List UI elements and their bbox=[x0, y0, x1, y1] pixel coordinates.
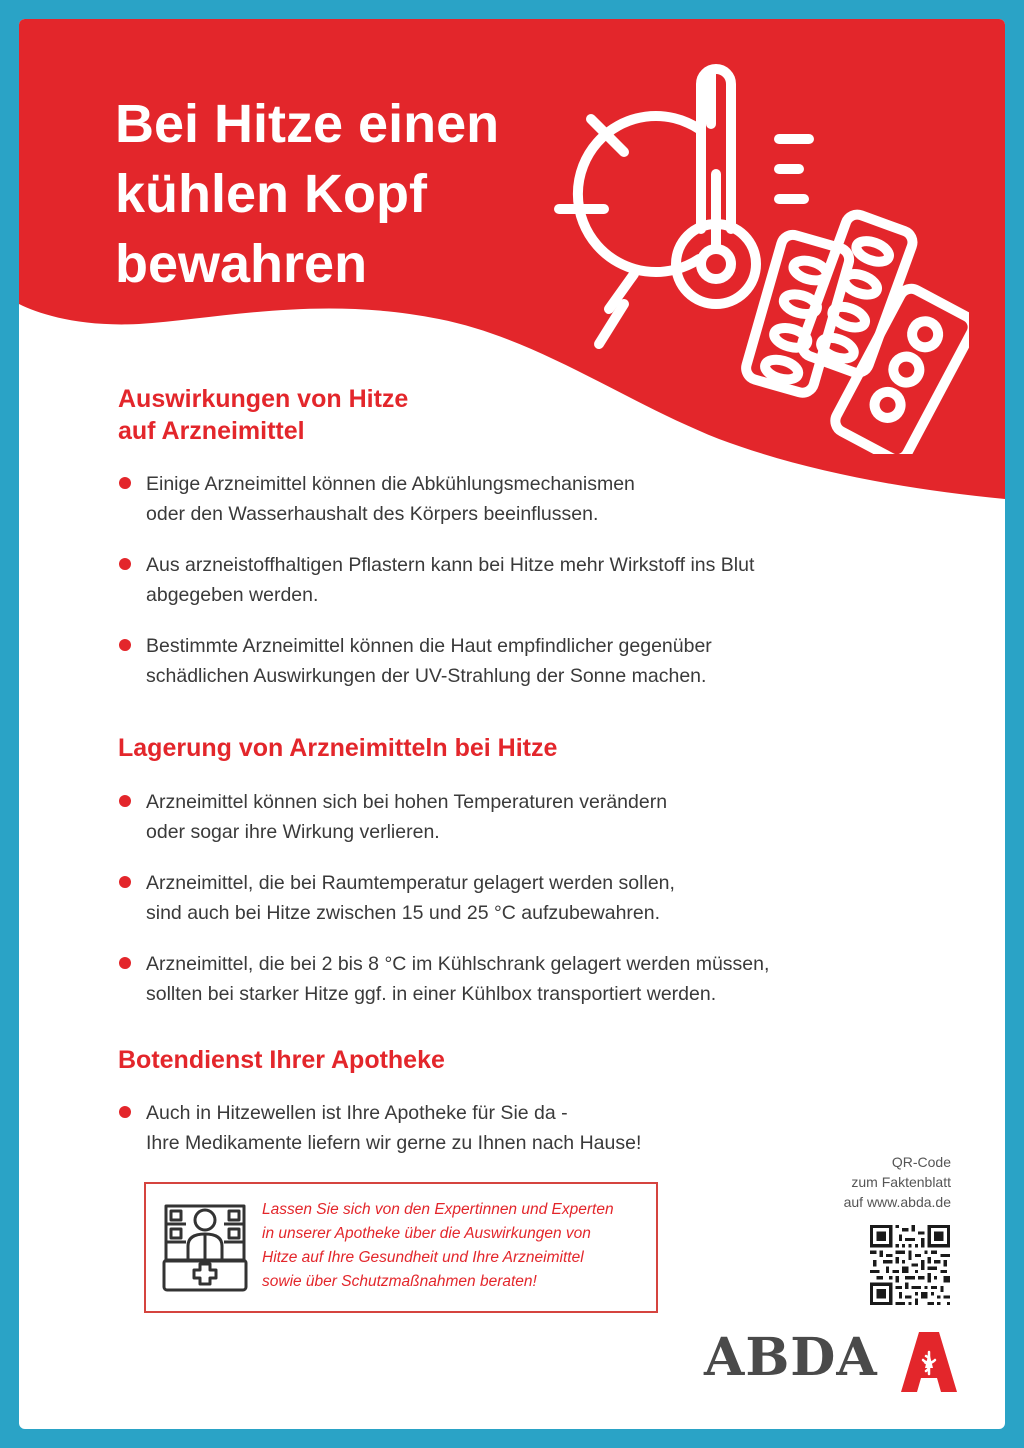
bullet-dot bbox=[119, 1106, 131, 1118]
bullet-line: schädlichen Auswirkungen der UV-Strahlung der Sonne machen. bbox=[146, 665, 707, 687]
bullet-dot bbox=[119, 558, 131, 570]
qr-caption-line: zum Faktenblatt bbox=[851, 1174, 951, 1190]
bullet-dot bbox=[119, 639, 131, 651]
list-item bbox=[146, 949, 846, 1009]
list-item bbox=[146, 550, 846, 610]
qr-caption-line: auf www.abda.de bbox=[843, 1194, 951, 1210]
section-title-line: Botendienst Ihrer Apotheke bbox=[118, 1046, 445, 1074]
section-title-delivery bbox=[118, 1044, 445, 1076]
bullet-line: Aus arzneistoffhaltigen Pflastern kann bei Hitze mehr Wirkstoff ins Blut bbox=[146, 554, 755, 576]
abda-wordmark: ABDA bbox=[704, 1327, 878, 1388]
bullet-line: sollten bei starker Hitze ggf. in einer Kühlbox transportiert werden. bbox=[146, 983, 717, 1005]
bullet-line: Arzneimittel, die bei Raumtemperatur gelagert werden sollen, bbox=[146, 872, 675, 894]
bullet-dot bbox=[119, 876, 131, 888]
list-item bbox=[146, 868, 846, 928]
list-item bbox=[146, 631, 846, 691]
list-item bbox=[146, 469, 846, 529]
advice-box bbox=[144, 1182, 658, 1313]
section-title-line: Auswirkungen von Hitze bbox=[118, 385, 409, 413]
advice-line: Hitze auf Ihre Gesundheit und Ihre Arzneimittel bbox=[262, 1249, 584, 1266]
bullet-dot bbox=[119, 477, 131, 489]
advice-line: Lassen Sie sich von den Expertinnen und Experten bbox=[262, 1201, 614, 1218]
bullet-line: oder den Wasserhaushalt des Körpers beeinflussen. bbox=[146, 503, 599, 525]
advice-line: in unserer Apotheke über die Auswirkungen von bbox=[262, 1225, 591, 1242]
bullet-line: Auch in Hitzewellen ist Ihre Apotheke für Sie da - bbox=[146, 1102, 568, 1124]
section-title-line: Lagerung von Arzneimitteln bei Hitze bbox=[118, 734, 558, 762]
poster bbox=[19, 19, 1005, 1429]
title-line-1: Bei Hitze einen bbox=[115, 94, 500, 154]
section-title-line: auf Arzneimittel bbox=[118, 417, 305, 445]
bullet-dot bbox=[119, 957, 131, 969]
qr-caption bbox=[844, 1152, 951, 1212]
bullet-line: oder sogar ihre Wirkung verlieren. bbox=[146, 821, 440, 843]
bullet-line: Arzneimittel, die bei 2 bis 8 °C im Kühlschrank gelagert werden müssen, bbox=[146, 953, 770, 975]
section-title-storage bbox=[118, 732, 557, 764]
bullet-dot bbox=[119, 795, 131, 807]
list-item bbox=[146, 787, 846, 847]
qr-caption-line: QR-Code bbox=[891, 1154, 951, 1170]
apotheke-a-icon bbox=[899, 1330, 959, 1394]
pharmacist-icon bbox=[162, 1202, 248, 1292]
list-item bbox=[146, 1098, 846, 1158]
bullet-line: Arzneimittel können sich bei hohen Temperaturen verändern bbox=[146, 791, 668, 813]
sun-thermometer-pill-blister-icon bbox=[549, 54, 969, 454]
title-line-2: kühlen Kopf bbox=[115, 164, 427, 224]
bullet-line: Bestimmte Arzneimittel können die Haut empfindlicher gegenüber bbox=[146, 635, 712, 657]
bullet-line: sind auch bei Hitze zwischen 15 und 25 °C aufzubewahren. bbox=[146, 902, 661, 924]
qr-code[interactable] bbox=[870, 1225, 950, 1305]
bullet-line: Ihre Medikamente liefern wir gerne zu Ihnen nach Hause! bbox=[146, 1132, 642, 1154]
page-title bbox=[115, 89, 575, 299]
section-title-heat-effects bbox=[118, 383, 408, 447]
bullet-line: abgegeben werden. bbox=[146, 584, 319, 606]
advice-text bbox=[262, 1198, 652, 1294]
advice-line: sowie über Schutzmaßnahmen beraten! bbox=[262, 1273, 537, 1290]
title-line-3: bewahren bbox=[115, 234, 368, 294]
bullet-line: Einige Arzneimittel können die Abkühlungsmechanismen bbox=[146, 473, 635, 495]
